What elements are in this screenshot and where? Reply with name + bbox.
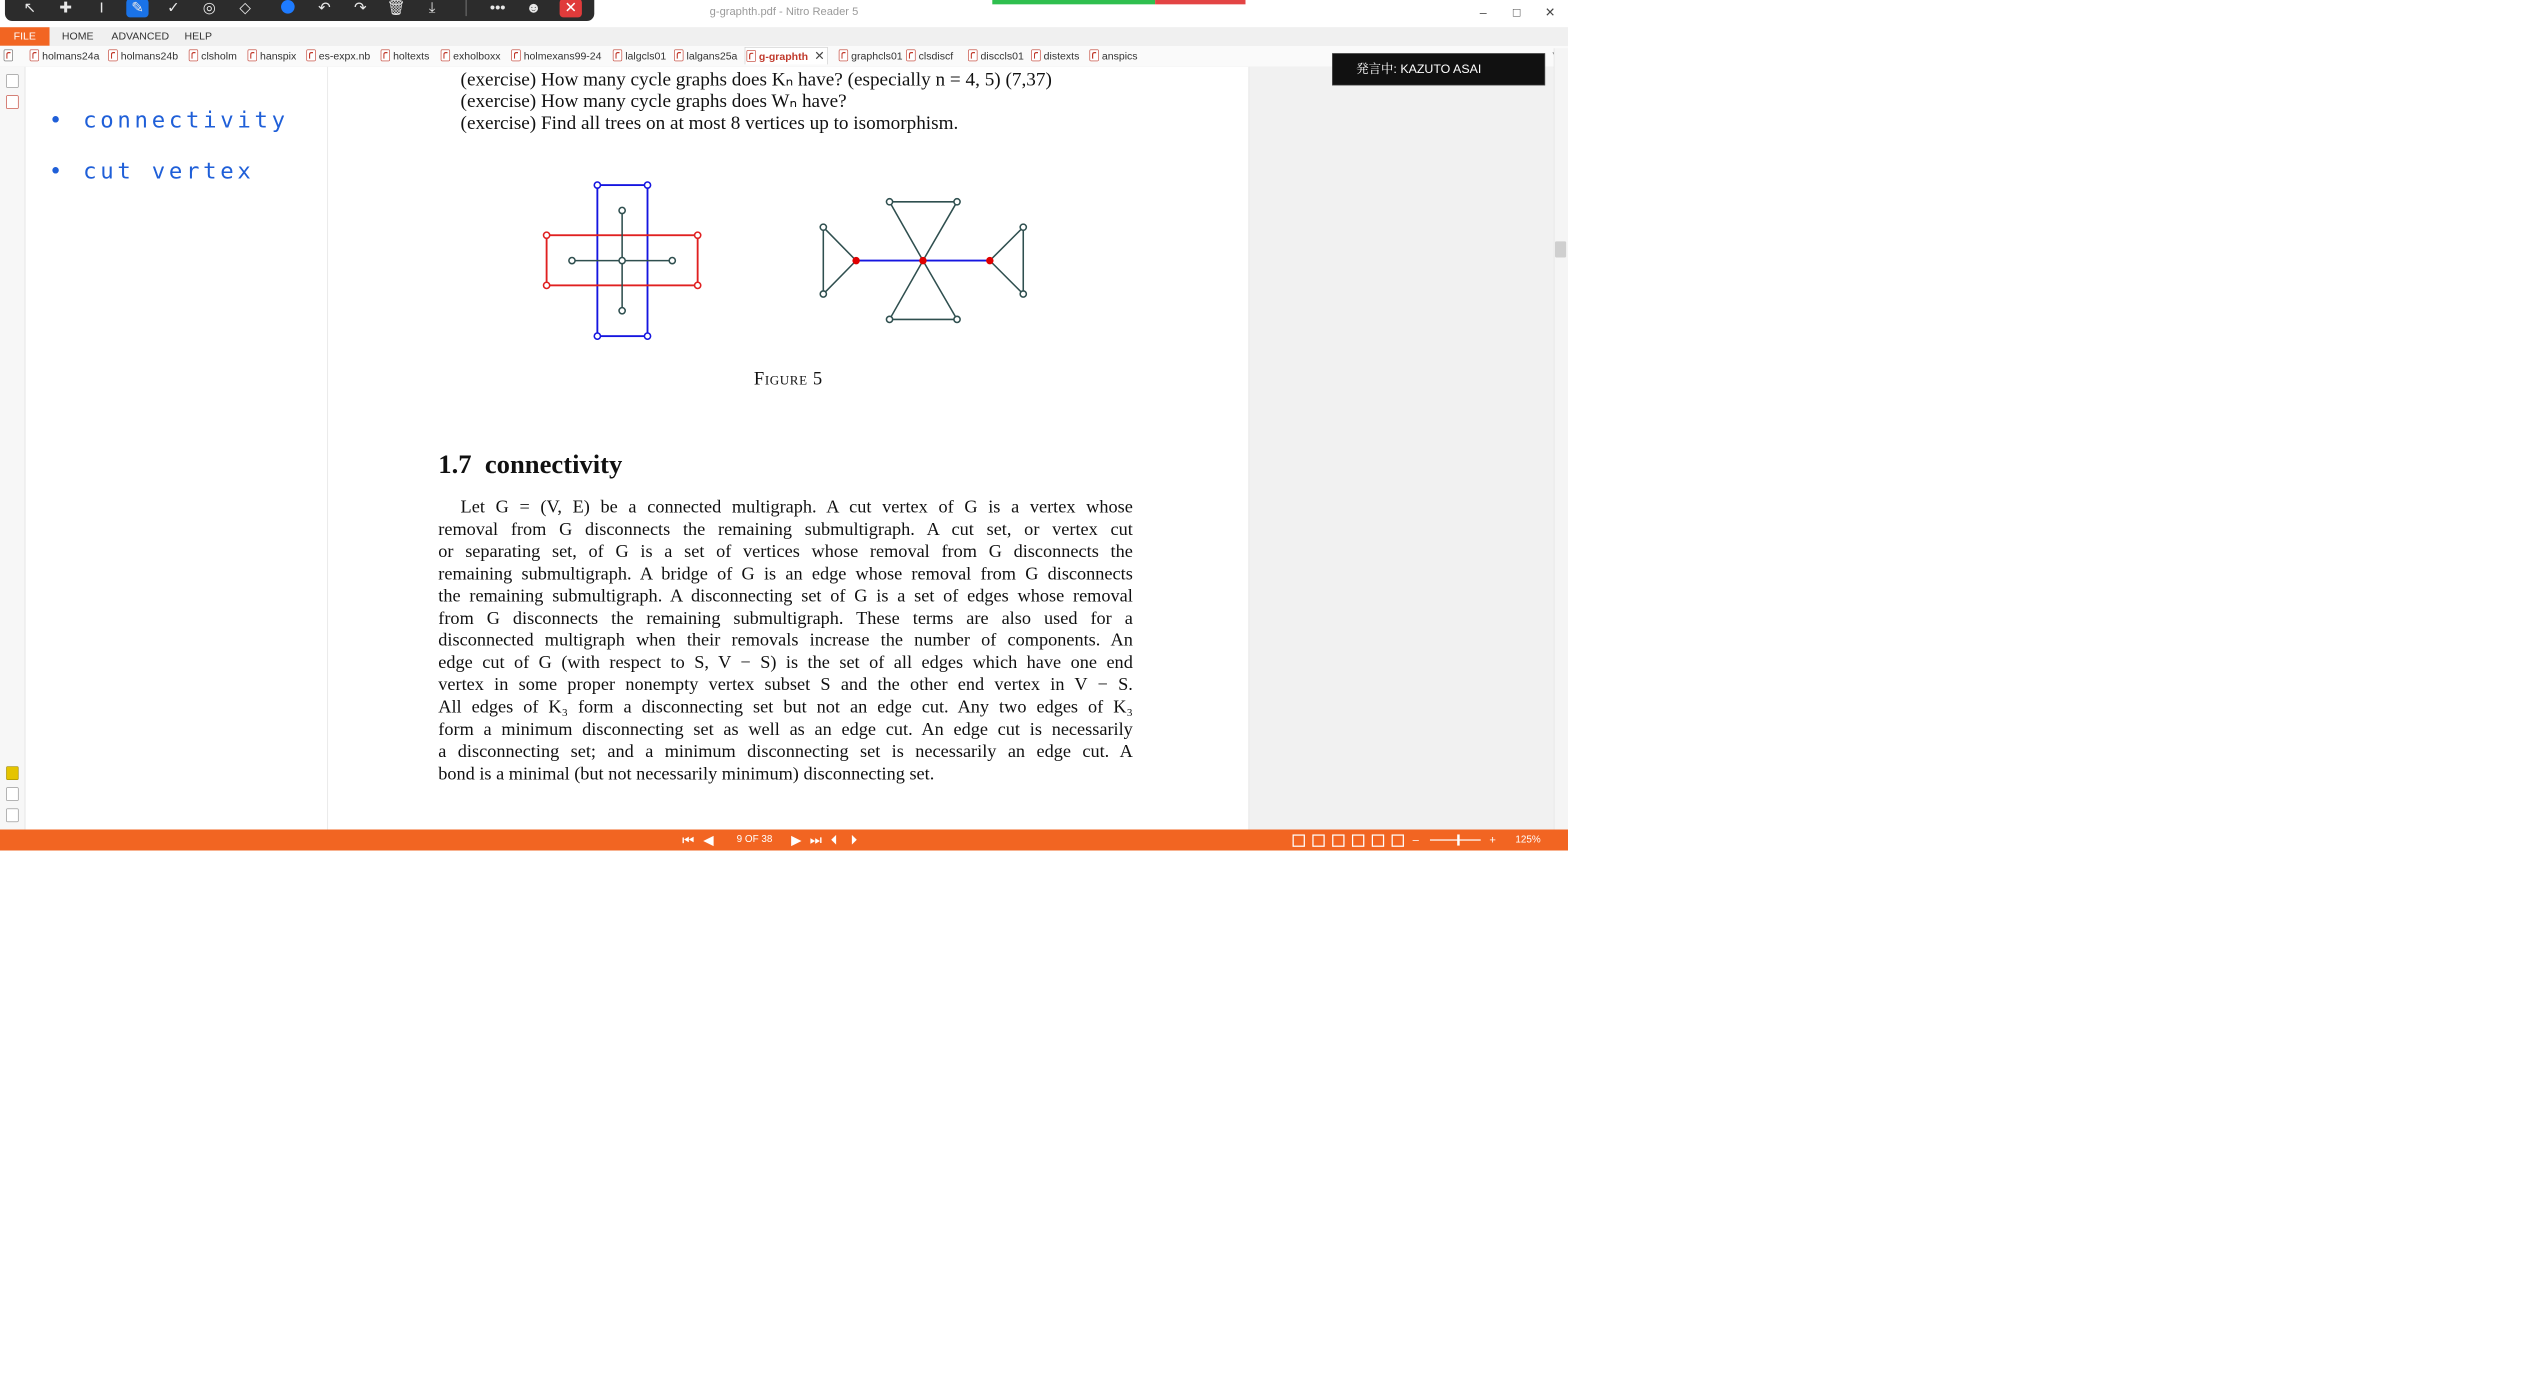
menu-help[interactable]: HELP xyxy=(184,30,212,43)
paragraph-line: a disconnecting set; and a minimum disconnecting set is necessarily an edge cut. A xyxy=(438,741,1133,762)
meeting-indicator-red xyxy=(1155,0,1245,4)
paragraph-line: Let G = (V, E) be a connected multigraph. A cut vertex of G is a vertex whose xyxy=(460,497,1133,517)
paragraph-line: vertex in some proper nonempty vertex subset S and the other end vertex in V − S. xyxy=(438,674,1133,695)
last-page-icon[interactable]: ⏭ xyxy=(809,831,822,848)
graph-vertex xyxy=(544,282,550,288)
graph-edge xyxy=(923,202,957,261)
graph-vertex xyxy=(594,182,600,188)
scrollbar-thumb[interactable] xyxy=(1555,241,1566,257)
pdf-page xyxy=(328,67,1249,830)
facing-view-icon[interactable] xyxy=(1332,834,1344,846)
graph-edge xyxy=(823,261,856,294)
tab-lalgans25a[interactable]: lalgans25a xyxy=(674,48,737,64)
pages-icon[interactable] xyxy=(6,74,18,88)
download-icon[interactable]: ⤓ xyxy=(428,0,436,17)
pdf-icon xyxy=(613,50,622,62)
trash-icon[interactable]: 🗑 xyxy=(386,0,406,17)
tab-list-icon[interactable] xyxy=(4,48,16,64)
graph-edge xyxy=(890,261,923,320)
forward-view-icon[interactable]: ⏵ xyxy=(850,831,858,848)
graph-vertex xyxy=(619,258,625,264)
paragraph-line: disconnected multigraph when their removals increase the number of components. An xyxy=(438,630,1133,651)
tab-holtexts[interactable]: holtexts xyxy=(381,48,430,64)
close-icon[interactable]: ✕ xyxy=(560,0,582,17)
pdf-icon xyxy=(189,50,198,62)
select-icon[interactable]: ↖ xyxy=(23,0,36,17)
figure-graph-left xyxy=(544,182,701,339)
pdf-icon xyxy=(511,50,520,62)
exercise-line-2: (exercise) How many cycle graphs does Wₙ have? xyxy=(460,89,847,112)
tab-distexts[interactable]: distexts xyxy=(1031,48,1079,64)
graph-vertex xyxy=(594,333,600,339)
zoom-level[interactable]: 125% xyxy=(1515,834,1541,845)
pdf-icon xyxy=(441,50,450,62)
section-heading xyxy=(438,449,622,479)
window-close-icon[interactable]: ✕ xyxy=(1544,6,1556,20)
paragraph-line: the remaining submultigraph. A disconnecting set of G is a set of edges whose removal xyxy=(438,585,1133,606)
paragraph-line: removal from G disconnects the remaining submultigraph. A cut set, or vertex cut xyxy=(438,519,1133,540)
zoom-slider-knob[interactable] xyxy=(1457,834,1459,845)
section-number: 1.7 xyxy=(438,450,472,480)
pdf-icon xyxy=(839,50,848,62)
pen-icon[interactable]: ✎ xyxy=(126,0,148,17)
tab-lalgcls01[interactable]: lalgcls01 xyxy=(613,48,666,64)
notes-panel xyxy=(25,67,328,830)
paragraph-line: bond is a minimal (but not necessarily minimum) disconnecting set. xyxy=(438,763,935,784)
vertical-scrollbar[interactable] xyxy=(1554,48,1568,829)
page-indicator[interactable]: 9 OF 38 xyxy=(736,833,773,845)
graph-vertex xyxy=(544,232,550,238)
tab-exholboxx[interactable]: exholboxx xyxy=(441,48,501,64)
pdf-icon xyxy=(906,50,915,62)
cut-vertex xyxy=(986,257,993,264)
back-view-icon[interactable]: ⏴ xyxy=(830,831,838,848)
window-title: g-graphth.pdf - Nitro Reader 5 xyxy=(709,4,859,18)
pdf-icon xyxy=(747,50,756,62)
bookmarks-icon[interactable] xyxy=(6,95,18,109)
graph-vertex xyxy=(619,308,625,314)
section-title: connectivity xyxy=(484,450,623,480)
cut-vertex xyxy=(919,257,926,264)
menu-home[interactable]: HOME xyxy=(61,30,94,43)
pdf-icon xyxy=(108,50,117,62)
tab-holmexans99-24[interactable]: holmexans99-24 xyxy=(511,48,601,64)
graph-vertex xyxy=(954,199,960,205)
undo-icon[interactable]: ↶ xyxy=(318,0,331,17)
tab-anspics[interactable]: anspics xyxy=(1089,48,1137,64)
pdf-icon xyxy=(30,50,39,62)
single-page-view-icon[interactable] xyxy=(1293,834,1305,846)
menu-file[interactable]: FILE xyxy=(0,27,50,46)
move-icon[interactable]: ✚ xyxy=(59,0,72,17)
maximize-icon[interactable]: □ xyxy=(1512,6,1521,20)
paragraph-line: from G disconnects the remaining submultigraph. These terms are also used for a xyxy=(438,608,1133,629)
full-screen-view-icon[interactable] xyxy=(1372,834,1384,846)
figure-caption: Figure 5 xyxy=(753,368,823,389)
exercise-line-1: (exercise) How many cycle graphs does Kₙ have? (especially n = 4, 5) (7,37) xyxy=(460,68,1052,90)
tab-hanspix[interactable]: hanspix xyxy=(248,48,297,64)
graph-vertex xyxy=(669,258,675,264)
tab-es-expx[interactable]: es-expx.nb xyxy=(306,48,370,64)
figure-5-graphs xyxy=(328,67,1248,358)
tab-close-icon[interactable]: ✕ xyxy=(814,49,825,64)
figure-graph-right xyxy=(820,199,1026,323)
layers-icon[interactable] xyxy=(6,808,18,822)
presentation-view-icon[interactable] xyxy=(1392,834,1404,846)
zoom-out-icon[interactable]: – xyxy=(1412,833,1419,847)
paragraph-line: or separating set, of G is a set of vertices whose removal from G disconnects the xyxy=(438,541,1133,562)
handwritten-note-connectivity: • connectivity xyxy=(48,107,289,134)
graph-edge xyxy=(823,227,856,260)
redo-icon[interactable]: ↷ xyxy=(354,0,367,17)
left-rail xyxy=(0,67,25,830)
graph-vertex xyxy=(954,316,960,322)
previous-page-icon[interactable]: ◀ xyxy=(703,831,714,848)
next-page-icon[interactable]: ▶ xyxy=(791,831,802,848)
check-icon[interactable]: ✓ xyxy=(167,0,180,17)
graph-vertex xyxy=(820,291,826,297)
tab-holmans24b[interactable]: holmans24b xyxy=(108,48,178,64)
more-icon[interactable]: ••• xyxy=(489,0,506,17)
graph-vertex xyxy=(1020,291,1026,297)
graph-vertex xyxy=(644,182,650,188)
color-dot-icon[interactable] xyxy=(281,0,295,14)
toolbar-separator xyxy=(466,0,467,16)
pdf-icon xyxy=(674,50,683,62)
graph-vertex xyxy=(695,282,701,288)
graph-edge xyxy=(890,202,923,261)
cut-vertex xyxy=(852,257,859,264)
graph-vertex xyxy=(886,316,892,322)
graph-edge xyxy=(990,261,1023,294)
menu-bar xyxy=(0,27,1568,46)
graph-vertex xyxy=(619,207,625,213)
tab-g-graphth[interactable]: g-graphth ✕ xyxy=(745,47,828,64)
status-bar xyxy=(0,830,1568,851)
graph-vertex xyxy=(886,199,892,205)
tab-clsdiscf[interactable]: clsdiscf xyxy=(906,48,953,64)
graph-vertex xyxy=(644,333,650,339)
comments-icon[interactable] xyxy=(6,766,18,780)
facing-continuous-view-icon[interactable] xyxy=(1352,834,1364,846)
graph-vertex xyxy=(695,232,701,238)
paragraph-line: form a minimum disconnecting set as well as an edge cut. An edge cut is necessarily xyxy=(438,719,1133,740)
tab-clsholm[interactable]: clsholm xyxy=(189,48,237,64)
pdf-icon xyxy=(381,50,390,62)
graph-vertex xyxy=(820,224,826,230)
pdf-icon xyxy=(1089,50,1098,62)
graph-vertex xyxy=(569,258,575,264)
first-page-icon[interactable]: ⏮ xyxy=(682,831,695,848)
graph-edge xyxy=(990,227,1023,260)
pdf-icon xyxy=(1031,50,1040,62)
tab-graphcls01[interactable]: graphcls01 xyxy=(839,48,903,64)
text-cursor-icon[interactable]: I xyxy=(99,0,104,17)
tab-disccls01[interactable]: disccls01 xyxy=(968,48,1024,64)
minimize-icon[interactable]: – xyxy=(1479,6,1487,20)
zoom-in-icon[interactable]: + xyxy=(1489,833,1496,847)
handwritten-note-cut-vertex: • cut vertex xyxy=(48,158,255,184)
section-paragraph xyxy=(438,496,1133,785)
tab-holmans24a[interactable]: holmans24a xyxy=(30,48,100,64)
graph-edge xyxy=(923,261,957,320)
graph-vertex xyxy=(1020,224,1026,230)
pdf-icon xyxy=(248,50,257,62)
user-icon[interactable]: ☻ xyxy=(525,0,542,17)
pdf-icon xyxy=(968,50,977,62)
attachments-icon[interactable] xyxy=(6,787,18,801)
continuous-view-icon[interactable] xyxy=(1312,834,1324,846)
exercise-line-3: (exercise) Find all trees on at most 8 vertices up to isomorphism. xyxy=(460,111,959,134)
paragraph-line: remaining submultigraph. A bridge of G is an edge whose removal from G disconnects xyxy=(438,563,1133,584)
eraser-icon[interactable]: ◇ xyxy=(239,0,251,17)
meeting-indicator-green xyxy=(992,0,1155,4)
menu-advanced[interactable]: ADVANCED xyxy=(111,30,170,43)
stamp-icon[interactable]: ◎ xyxy=(202,0,216,17)
zoom-slider[interactable] xyxy=(1430,839,1481,840)
speaker-indicator: 発言中: KAZUTO ASAI xyxy=(1332,53,1545,85)
paragraph-line: edge cut of G (with respect to S, V − S) is the set of all edges which have one end xyxy=(438,652,1133,673)
annotation-toolbar xyxy=(5,0,594,21)
pdf-icon xyxy=(306,50,315,62)
paragraph-line: All edges of K₃ form a disconnecting set but not an edge cut. Any two edges of K₃ xyxy=(438,697,1133,717)
